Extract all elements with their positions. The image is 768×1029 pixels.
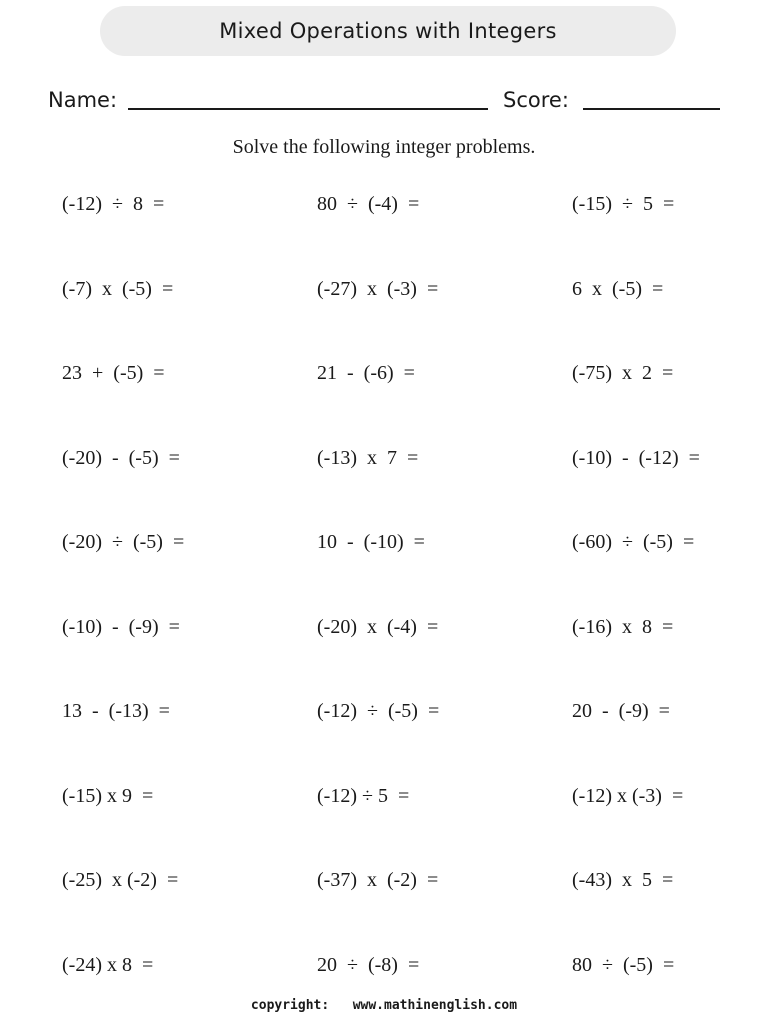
problem: (-20) - (-5) = <box>62 438 317 523</box>
problem: (-10) - (-9) = <box>62 607 317 692</box>
copyright-label: copyright: <box>251 998 329 1013</box>
problem: (-24) x 8 = <box>62 945 317 1029</box>
problem: (-13) x 7 = <box>317 438 572 523</box>
problem: (-25) x (-2) = <box>62 860 317 945</box>
name-score-row <box>48 84 722 118</box>
problem: (-12) x (-3) = <box>572 776 742 861</box>
problem: (-12) ÷ 5 = <box>317 776 572 861</box>
problem: (-27) x (-3) = <box>317 269 572 354</box>
problem: (-16) x 8 = <box>572 607 742 692</box>
copyright-footer <box>0 998 768 1013</box>
problem: 20 - (-9) = <box>572 691 742 776</box>
problem: 80 ÷ (-4) = <box>317 184 572 269</box>
worksheet-title: Mixed Operations with Integers <box>219 19 557 43</box>
problem: (-7) x (-5) = <box>62 269 317 354</box>
problem: (-12) ÷ (-5) = <box>317 691 572 776</box>
problem: (-75) x 2 = <box>572 353 742 438</box>
website-text: www.mathinenglish.com <box>353 998 517 1013</box>
problem: (-10) - (-12) = <box>572 438 742 523</box>
problem: 80 ÷ (-5) = <box>572 945 742 1029</box>
problem: 10 - (-10) = <box>317 522 572 607</box>
problem: (-37) x (-2) = <box>317 860 572 945</box>
problem: 23 + (-5) = <box>62 353 317 438</box>
problem: (-15) ÷ 5 = <box>572 184 742 269</box>
problem: 20 ÷ (-8) = <box>317 945 572 1029</box>
problem: 21 - (-6) = <box>317 353 572 438</box>
score-line <box>583 108 720 110</box>
problem: 13 - (-13) = <box>62 691 317 776</box>
instructions-text: Solve the following integer problems. <box>0 136 768 159</box>
score-label: Score: <box>503 88 569 112</box>
problem: (-12) ÷ 8 = <box>62 184 317 269</box>
name-label: Name: <box>48 88 117 112</box>
problem: (-60) ÷ (-5) = <box>572 522 742 607</box>
name-line <box>128 108 488 110</box>
problems-grid <box>62 184 742 1029</box>
problem: (-43) x 5 = <box>572 860 742 945</box>
worksheet-title-banner <box>100 6 676 56</box>
problem: (-20) x (-4) = <box>317 607 572 692</box>
problem: 6 x (-5) = <box>572 269 742 354</box>
problem: (-15) x 9 = <box>62 776 317 861</box>
problem: (-20) ÷ (-5) = <box>62 522 317 607</box>
